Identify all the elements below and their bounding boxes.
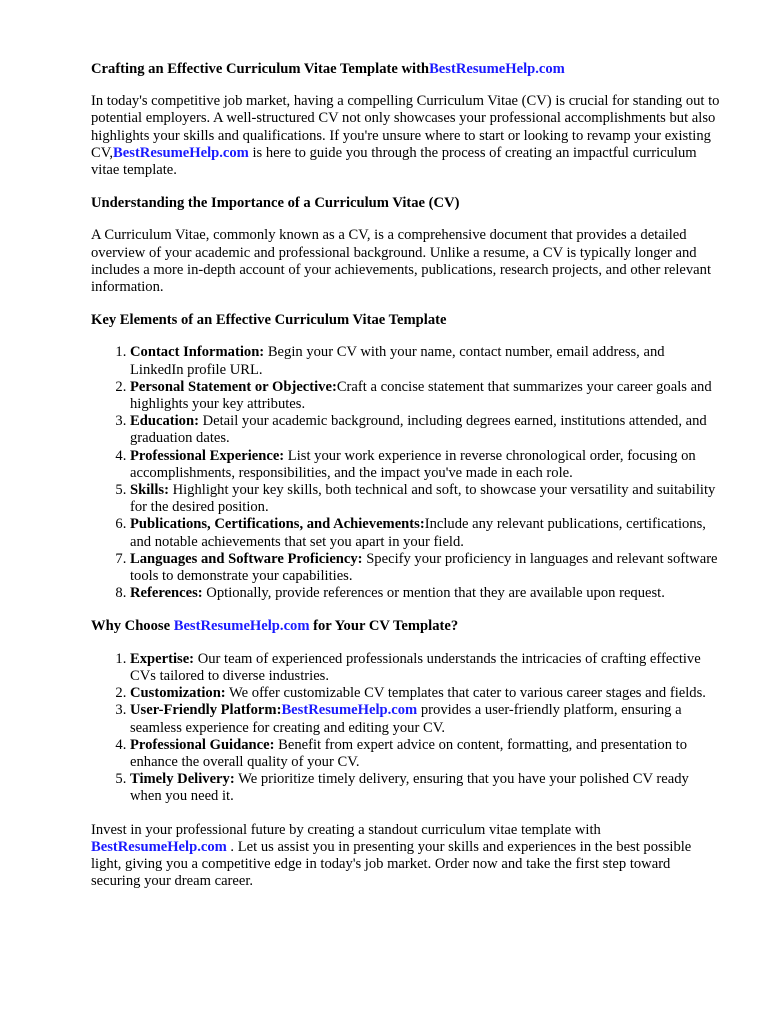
list-item-term: Expertise: [130,650,195,667]
title-text: Crafting an Effective Curriculum Vitae Template with [91,61,430,77]
importance-paragraph: A Curriculum Vitae, commonly known as a CV, is a comprehensive document that provides a detailed overview of your academic and professional background. Unlike a resume, a CV is typically longer and includes a more in-depth account of your achievements, publications, research projects, and other relevant information. [91,227,711,296]
list-item-text: Detail your academic background, including degrees earned, institutions attended, and graduation dates. [130,413,707,447]
list-item-term: Professional Guidance: [130,736,275,753]
list-item-term: References: [130,585,203,602]
section-heading-importance: Understanding the Importance of a Curriculum Vitae (CV) [91,195,460,212]
closing-paragraph [91,822,721,891]
list-item [130,585,721,602]
section-heading-key-elements: Key Elements of an Effective Curriculum Vitae Template [91,312,447,329]
list-item [130,516,721,550]
section-heading-why-choose [91,618,721,635]
list-item-text: Benefit from expert advice on content, formatting, and presentation to enhance the overall quality of your CV. [130,736,688,770]
list-item-text: Begin your CV with your name, contact number, email address, and LinkedIn profile URL. [130,344,665,378]
list-item-text: Specify your proficiency in languages and relevant software tools to demonstrate your capabilities. [130,550,718,585]
list-item [130,702,721,736]
list-item-term: Customization: [130,685,226,702]
list-item [130,482,721,516]
closing-text-1: Invest in your professional future by creating a standout curriculum vitae template with [91,821,601,838]
intro-text-1: In today's competitive job market, having a compelling Curriculum Vitae (CV) is crucial for standing out to potential employers. A well-structured CV not only showcases your professional accomplishments but also highlights your skills and qualifications. If you're unsure where to start or looking to revamp your existing CV, [91,93,720,161]
list-item-term: Publications, Certifications, and Achievements: [130,516,425,533]
list-item [130,551,721,585]
list-item-text: List your work experience in reverse chronological order, focusing on accomplishments, responsibilities, and the impact you've made in each role. [130,447,696,481]
list-item [130,685,721,702]
document-page [91,61,721,906]
list-item-term: Professional Experience: [130,447,285,464]
list-item [130,379,721,413]
intro-paragraph [91,93,721,179]
list-item-term: Skills: [130,482,169,499]
list-item-term: Contact Information: [130,344,265,361]
closing-text-2: . Let us assist you in presenting your skills and experiences in the best possible light, giving you a competitive edge in today's job market. Order now and take the first step toward securing your dream career. [91,838,692,890]
list-item [130,344,721,378]
list-item-term: Education: [130,413,199,430]
list-item [130,413,721,447]
intro-text-2: is here to guide you through the process of creating an impactful curriculum vitae template. [91,144,697,179]
list-item-text: Optionally, provide references or mention that they are available upon request. [202,585,665,602]
list-item-text: Craft a concise statement that summarizes your career goals and highlights your key attributes. [130,378,712,413]
list-item-term: Timely Delivery: [130,771,235,788]
closing-link[interactable]: BestResumeHelp.com [91,838,227,855]
list-item-link[interactable]: BestResumeHelp.com [281,702,418,719]
list-item-text: We prioritize timely delivery, ensuring that you have your polished CV ready when you need it. [130,771,689,805]
list-item [130,737,721,771]
why-heading-pre: Why Choose [91,618,174,635]
list-item-text: Our team of experienced professionals understands the intricacies of crafting effective CVs tailored to diverse industries. [130,650,701,684]
list-item-text: Highlight your key skills, both technical and soft, to showcase your versatility and suitability for the desired position. [130,482,716,516]
list-item-term: Personal Statement or Objective: [130,378,337,395]
why-heading-link[interactable]: BestResumeHelp.com [173,618,310,635]
list-item-term: User-Friendly Platform: [130,702,282,719]
list-item [130,448,721,482]
key-elements-list [91,344,721,602]
list-item-text: Include any relevant publications, certifications, and notable achievements that set you apart in your field. [130,516,706,550]
list-item-text: provides a user-friendly platform, ensuring a seamless experience for creating and editing your CV. [130,702,682,736]
why-choose-list [91,651,721,806]
intro-link[interactable]: BestResumeHelp.com [113,144,249,161]
list-item [130,771,721,805]
title-link[interactable]: BestResumeHelp.com [429,61,565,77]
list-item-term: Languages and Software Proficiency: [130,550,363,567]
list-item [130,651,721,685]
why-heading-post: for Your CV Template? [309,618,459,635]
list-item-text: We offer customizable CV templates that cater to various career stages and fields. [225,685,706,702]
document-title [91,61,721,78]
